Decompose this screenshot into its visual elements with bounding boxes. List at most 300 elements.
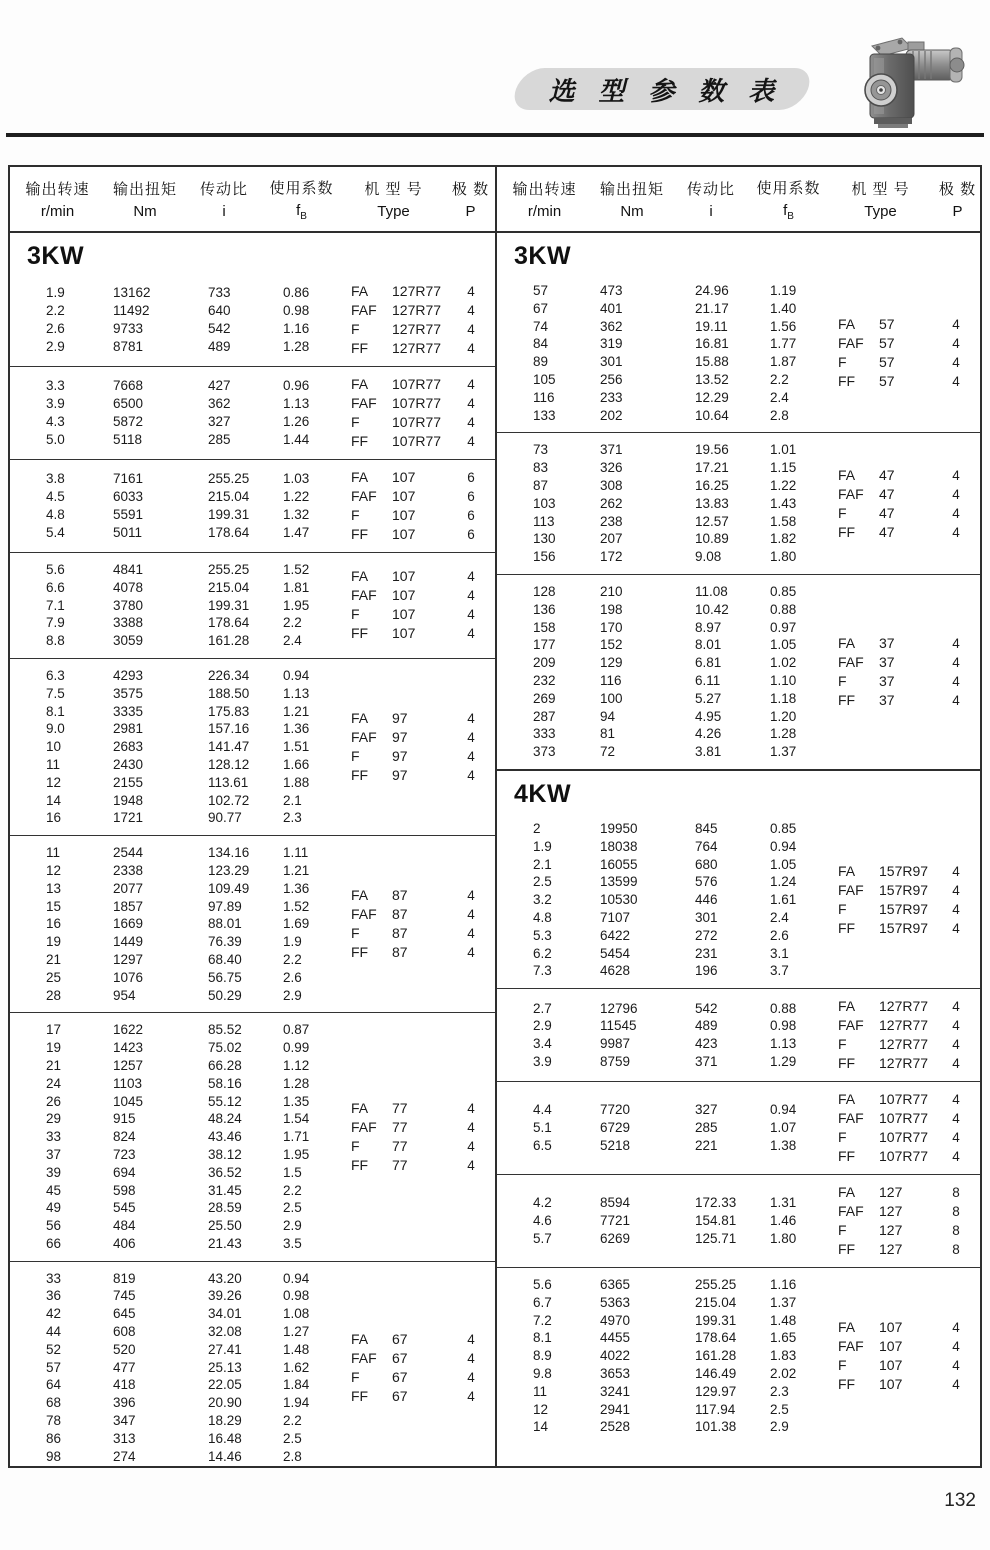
speed-cell: 25 <box>46 969 62 985</box>
data-row <box>10 320 345 338</box>
torque-cell: 4841 <box>113 562 144 577</box>
row-group <box>497 574 980 769</box>
data-row <box>10 933 345 951</box>
table-right-half <box>495 167 980 1466</box>
ratio-cell: 15.88 <box>695 354 729 370</box>
torque-cell: 3335 <box>113 703 144 719</box>
type-size: 77 <box>392 1100 408 1116</box>
poles-cell: 4 <box>952 1037 960 1053</box>
speed-cell: 1.9 <box>46 285 65 301</box>
torque-cell: 5363 <box>600 1294 631 1310</box>
torque-cell: 418 <box>113 1377 136 1393</box>
col-type-header: 机 型 号 Type <box>851 181 910 220</box>
poles-cell: 4 <box>467 888 475 904</box>
factor-cell: 1.32 <box>283 507 310 522</box>
type-row <box>351 924 495 943</box>
ratio-cell: 196 <box>695 963 718 979</box>
torque-cell: 3059 <box>113 633 144 649</box>
type-row <box>351 301 495 320</box>
torque-cell: 18038 <box>600 838 638 854</box>
ratio-cell: 576 <box>695 874 718 890</box>
ratio-cell: 10.89 <box>695 531 729 547</box>
data-row <box>10 667 345 685</box>
table-header-left <box>10 167 495 233</box>
data-row <box>10 488 345 506</box>
factor-cell: 1.38 <box>770 1137 797 1153</box>
torque-cell: 2981 <box>113 721 144 737</box>
factor-cell: 1.81 <box>283 579 310 595</box>
torque-cell: 2338 <box>113 862 144 878</box>
group-data <box>497 1194 832 1247</box>
ratio-cell: 88.01 <box>208 916 242 932</box>
torque-cell: 3653 <box>600 1366 631 1382</box>
ratio-cell: 489 <box>208 338 231 354</box>
poles-cell: 4 <box>467 1369 475 1385</box>
data-row <box>10 1323 345 1341</box>
torque-cell: 520 <box>113 1341 136 1357</box>
speed-cell: 33 <box>46 1270 62 1286</box>
speed-cell: 5.4 <box>46 524 65 540</box>
factor-cell: 1.15 <box>770 460 797 476</box>
group-types <box>345 1099 495 1175</box>
data-row <box>497 495 832 513</box>
torque-cell: 5218 <box>600 1137 631 1153</box>
data-row <box>10 431 345 449</box>
torque-cell: 326 <box>600 460 623 476</box>
page-number: 132 <box>944 1490 976 1511</box>
type-prefix: F <box>838 1036 847 1053</box>
speed-cell: 4.2 <box>533 1195 552 1211</box>
group-types <box>345 375 495 451</box>
factor-cell: 2.4 <box>770 389 789 405</box>
ratio-cell: 255.25 <box>695 1277 737 1293</box>
speed-cell: 74 <box>533 318 549 334</box>
speed-cell: 84 <box>533 336 549 352</box>
factor-cell: 1.20 <box>770 708 797 724</box>
torque-cell: 1857 <box>113 898 144 914</box>
ratio-cell: 12.29 <box>695 389 729 405</box>
speed-cell: 156 <box>533 549 556 565</box>
type-size: 67 <box>392 1368 408 1385</box>
power-title: 4KW <box>514 779 572 808</box>
factor-cell: 1.48 <box>283 1341 310 1357</box>
factor-cell: 1.11 <box>283 845 309 861</box>
data-row <box>10 898 345 916</box>
type-row <box>838 1221 980 1240</box>
poles-cell: 4 <box>467 607 475 623</box>
speed-cell: 98 <box>46 1448 62 1464</box>
data-row <box>10 395 345 413</box>
type-prefix: FA <box>838 998 856 1015</box>
type-size: 87 <box>392 906 408 923</box>
ratio-cell: 134.16 <box>208 845 250 861</box>
speed-cell: 105 <box>533 371 556 387</box>
speed-cell: 6.6 <box>46 579 65 595</box>
col-poles-header: 极 数 P <box>938 181 977 220</box>
torque-cell: 12796 <box>600 1000 638 1016</box>
type-prefix: FAF <box>351 1349 377 1366</box>
data-row <box>497 909 832 927</box>
speed-cell: 37 <box>46 1146 62 1162</box>
data-row <box>10 1075 345 1093</box>
data-row <box>10 880 345 898</box>
type-size: 77 <box>392 1138 408 1154</box>
poles-cell: 6 <box>467 508 475 523</box>
poles-cell: 4 <box>952 505 960 521</box>
data-row <box>10 774 345 792</box>
data-row <box>10 685 345 703</box>
type-prefix: FF <box>351 944 369 961</box>
poles-cell: 4 <box>952 467 960 483</box>
power-title: 3KW <box>514 242 572 270</box>
ratio-cell: 371 <box>695 1053 718 1069</box>
data-row <box>10 1199 345 1217</box>
torque-cell: 7668 <box>113 378 144 394</box>
factor-cell: 0.96 <box>283 378 310 394</box>
data-row <box>10 951 345 969</box>
data-row <box>497 1017 832 1035</box>
type-size: 127R77 <box>392 283 442 299</box>
data-row <box>10 1235 345 1253</box>
type-size: 87 <box>392 944 408 961</box>
poles-cell: 8 <box>952 1185 960 1201</box>
ratio-cell: 489 <box>695 1018 718 1034</box>
group-data <box>497 282 832 424</box>
speed-cell: 7.9 <box>46 615 65 631</box>
ratio-cell: 6.11 <box>695 672 721 688</box>
type-row <box>838 1016 980 1035</box>
speed-cell: 7.1 <box>46 597 65 613</box>
speed-cell: 56 <box>46 1218 62 1234</box>
speed-cell: 19 <box>46 1040 62 1056</box>
data-row <box>497 1383 832 1401</box>
torque-cell: 2430 <box>113 756 144 772</box>
ratio-cell: 327 <box>695 1102 718 1118</box>
group-types <box>832 1183 980 1259</box>
data-row <box>10 1270 345 1288</box>
torque-cell: 198 <box>600 601 623 617</box>
speed-cell: 130 <box>533 531 556 547</box>
factor-cell: 1.07 <box>770 1120 797 1136</box>
speed-cell: 7.5 <box>46 685 65 701</box>
type-row <box>838 466 980 485</box>
group-data <box>10 377 345 448</box>
factor-cell: 1.46 <box>770 1213 797 1229</box>
speed-cell: 3.3 <box>46 378 65 394</box>
data-row <box>10 413 345 431</box>
torque-cell: 274 <box>113 1448 136 1464</box>
torque-cell: 545 <box>113 1200 136 1216</box>
ratio-cell: 58.16 <box>208 1075 242 1091</box>
poles-cell: 4 <box>467 907 475 923</box>
torque-cell: 207 <box>600 531 623 547</box>
poles-cell: 4 <box>467 1139 475 1154</box>
type-prefix: F <box>838 504 847 521</box>
torque-cell: 100 <box>600 690 623 706</box>
factor-cell: 1.80 <box>770 1230 797 1246</box>
speed-cell: 333 <box>533 726 556 742</box>
type-size: 107R77 <box>879 1091 929 1108</box>
ratio-cell: 16.48 <box>208 1430 242 1446</box>
selection-table <box>8 165 982 1468</box>
type-size: 107R77 <box>879 1148 929 1165</box>
type-row <box>351 1118 495 1137</box>
torque-cell: 6269 <box>600 1230 631 1246</box>
torque-cell: 6500 <box>113 396 144 412</box>
torque-cell: 694 <box>113 1164 136 1180</box>
factor-cell: 2.5 <box>770 1401 789 1417</box>
factor-cell: 1.03 <box>283 471 310 487</box>
type-prefix: F <box>351 414 360 430</box>
type-size: 157R97 <box>879 863 929 879</box>
factor-cell: 0.98 <box>283 303 310 319</box>
type-size: 77 <box>392 1119 408 1135</box>
torque-cell: 262 <box>600 495 623 511</box>
data-row <box>10 1305 345 1323</box>
ratio-cell: 9.08 <box>695 549 722 565</box>
poles-cell: 6 <box>467 489 475 504</box>
group-types <box>345 886 495 962</box>
type-prefix: FAF <box>838 485 864 502</box>
torque-cell: 4022 <box>600 1348 631 1364</box>
data-row <box>10 987 345 1005</box>
factor-cell: 1.95 <box>283 1146 310 1162</box>
ratio-cell: 39.26 <box>208 1288 242 1304</box>
ratio-cell: 423 <box>695 1036 718 1052</box>
type-size: 107 <box>392 568 416 585</box>
speed-cell: 269 <box>533 690 556 706</box>
speed-cell: 2.6 <box>46 321 65 336</box>
type-size: 127R77 <box>392 321 442 337</box>
factor-cell: 1.95 <box>283 597 310 613</box>
type-prefix: FF <box>838 920 856 936</box>
torque-cell: 1297 <box>113 951 144 967</box>
torque-cell: 2683 <box>113 739 144 755</box>
data-row <box>497 856 832 874</box>
ratio-cell: 123.29 <box>208 862 250 878</box>
poles-cell: 4 <box>467 926 475 942</box>
poles-cell: 4 <box>952 355 960 371</box>
torque-cell: 81 <box>600 726 616 742</box>
poles-cell: 4 <box>952 1130 960 1146</box>
ratio-cell: 19.56 <box>695 442 729 458</box>
data-row <box>497 743 832 761</box>
data-row <box>497 945 832 963</box>
torque-cell: 313 <box>113 1430 136 1446</box>
type-size: 97 <box>392 710 408 727</box>
speed-cell: 57 <box>46 1359 62 1375</box>
speed-cell: 113 <box>533 513 555 529</box>
data-row <box>497 353 832 371</box>
type-row <box>351 506 495 525</box>
data-row <box>10 1376 345 1394</box>
power-section <box>497 233 980 769</box>
poles-cell: 4 <box>952 635 960 651</box>
poles-cell: 4 <box>952 486 960 502</box>
ratio-cell: 32.08 <box>208 1324 242 1340</box>
factor-cell: 1.84 <box>283 1377 310 1393</box>
data-row <box>10 377 345 395</box>
data-row <box>497 477 832 495</box>
factor-cell: 2.9 <box>770 1419 789 1435</box>
ratio-cell: 178.64 <box>208 524 250 540</box>
torque-cell: 1423 <box>113 1040 144 1056</box>
factor-cell: 1.54 <box>283 1111 310 1127</box>
torque-cell: 3388 <box>113 615 144 631</box>
ratio-cell: 117.94 <box>695 1401 736 1417</box>
torque-cell: 72 <box>600 744 616 760</box>
factor-cell: 3.7 <box>770 963 789 979</box>
poles-cell: 8 <box>952 1223 960 1239</box>
poles-cell: 4 <box>467 303 475 318</box>
type-size: 127R77 <box>392 340 442 356</box>
torque-cell: 473 <box>600 283 623 298</box>
type-size: 107 <box>879 1357 903 1374</box>
speed-cell: 6.7 <box>533 1294 552 1310</box>
type-size: 127R77 <box>879 1036 929 1053</box>
row-group <box>10 1012 495 1260</box>
type-row <box>838 1337 980 1356</box>
type-prefix: FAF <box>838 1017 864 1034</box>
torque-cell: 1103 <box>113 1075 143 1091</box>
ratio-cell: 14.46 <box>208 1448 242 1464</box>
torque-cell: 2077 <box>113 880 144 896</box>
data-row <box>10 1182 345 1200</box>
poles-cell: 4 <box>467 1158 475 1173</box>
torque-cell: 9733 <box>113 321 144 336</box>
ratio-cell: 12.57 <box>695 513 729 529</box>
title-banner <box>508 68 815 110</box>
ratio-cell: 43.20 <box>208 1270 242 1286</box>
speed-cell: 4.4 <box>533 1102 552 1118</box>
type-size: 57 <box>879 373 895 390</box>
speed-cell: 87 <box>533 477 549 493</box>
torque-cell: 7721 <box>600 1213 631 1229</box>
type-prefix: F <box>351 1368 360 1385</box>
type-row <box>838 997 980 1016</box>
torque-cell: 172 <box>600 549 623 565</box>
ratio-cell: 175.83 <box>208 703 250 719</box>
factor-cell: 3.5 <box>283 1235 302 1251</box>
factor-cell: 0.94 <box>283 1270 310 1286</box>
poles-cell: 4 <box>467 434 475 449</box>
speed-cell: 2 <box>533 820 541 836</box>
speed-cell: 42 <box>46 1306 62 1322</box>
type-prefix: FA <box>351 568 369 585</box>
speed-cell: 136 <box>533 601 556 617</box>
type-row <box>351 905 495 924</box>
factor-cell: 0.87 <box>283 1022 310 1038</box>
poles-cell: 4 <box>467 1101 475 1116</box>
torque-cell: 11492 <box>113 303 150 319</box>
torque-cell: 238 <box>600 513 623 529</box>
data-row <box>497 441 832 459</box>
torque-cell: 4455 <box>600 1330 631 1346</box>
torque-cell: 3241 <box>600 1383 631 1399</box>
speed-cell: 4.5 <box>46 489 65 505</box>
data-row <box>10 524 345 542</box>
factor-cell: 2.4 <box>770 909 789 925</box>
factor-cell: 1.66 <box>283 756 310 772</box>
row-group <box>10 459 495 552</box>
torque-cell: 129 <box>600 655 623 671</box>
type-size: 107 <box>879 1338 903 1355</box>
ratio-cell: 285 <box>695 1120 718 1136</box>
torque-cell: 9987 <box>600 1036 631 1052</box>
data-row <box>497 1347 832 1365</box>
factor-cell: 1.10 <box>770 672 797 688</box>
factor-cell: 1.16 <box>770 1277 797 1293</box>
type-size: 97 <box>392 748 408 765</box>
type-size: 107R77 <box>392 433 442 449</box>
torque-cell: 3575 <box>113 685 144 701</box>
factor-cell: 1.82 <box>770 531 797 547</box>
table-header-right <box>497 167 980 233</box>
type-prefix: FA <box>351 887 369 904</box>
type-prefix: FF <box>351 526 369 542</box>
speed-cell: 158 <box>533 619 556 635</box>
poles-cell: 4 <box>952 692 960 708</box>
type-prefix: FAF <box>351 302 377 318</box>
speed-cell: 86 <box>46 1430 62 1446</box>
ratio-cell: 255.25 <box>208 562 250 577</box>
col-torque-header: 输出扭矩 Nm <box>112 181 177 220</box>
group-types <box>345 567 495 643</box>
factor-cell: 1.08 <box>283 1306 310 1322</box>
speed-cell: 2.5 <box>533 874 552 890</box>
torque-cell: 484 <box>113 1218 136 1234</box>
ratio-cell: 34.01 <box>208 1306 242 1322</box>
torque-cell: 824 <box>113 1129 136 1145</box>
speed-cell: 1.9 <box>533 838 552 854</box>
speed-cell: 5.6 <box>46 562 65 577</box>
torque-cell: 301 <box>600 354 623 370</box>
type-size: 107 <box>392 488 416 504</box>
data-row <box>497 708 832 726</box>
ratio-cell: 109.49 <box>208 880 250 896</box>
torque-cell: 4628 <box>600 963 631 979</box>
data-row <box>10 1287 345 1305</box>
ratio-cell: 56.75 <box>208 969 242 985</box>
ratio-cell: 542 <box>695 1000 718 1016</box>
group-types <box>832 862 980 938</box>
type-size: 127R77 <box>879 998 929 1015</box>
row-group <box>10 658 495 835</box>
poles-cell: 4 <box>467 749 475 765</box>
type-size: 127 <box>879 1222 903 1239</box>
type-size: 67 <box>392 1349 408 1366</box>
torque-cell: 1948 <box>113 792 144 808</box>
type-row <box>351 432 495 451</box>
data-row <box>497 371 832 389</box>
speed-cell: 12 <box>46 774 62 790</box>
poles-cell: 4 <box>952 1339 960 1355</box>
speed-cell: 66 <box>46 1235 62 1251</box>
type-prefix: FAF <box>351 395 377 411</box>
type-size: 107 <box>392 507 416 523</box>
speed-cell: 4.3 <box>46 414 65 429</box>
torque-cell: 116 <box>600 672 622 688</box>
group-data <box>10 284 345 355</box>
data-row <box>497 282 832 300</box>
torque-cell: 7161 <box>113 471 144 487</box>
speed-cell: 2.1 <box>533 856 552 872</box>
speed-cell: 11 <box>46 756 61 772</box>
speed-cell: 6.3 <box>46 667 65 683</box>
ratio-cell: 199.31 <box>208 597 250 613</box>
group-types <box>832 997 980 1073</box>
ratio-cell: 18.29 <box>208 1413 242 1429</box>
